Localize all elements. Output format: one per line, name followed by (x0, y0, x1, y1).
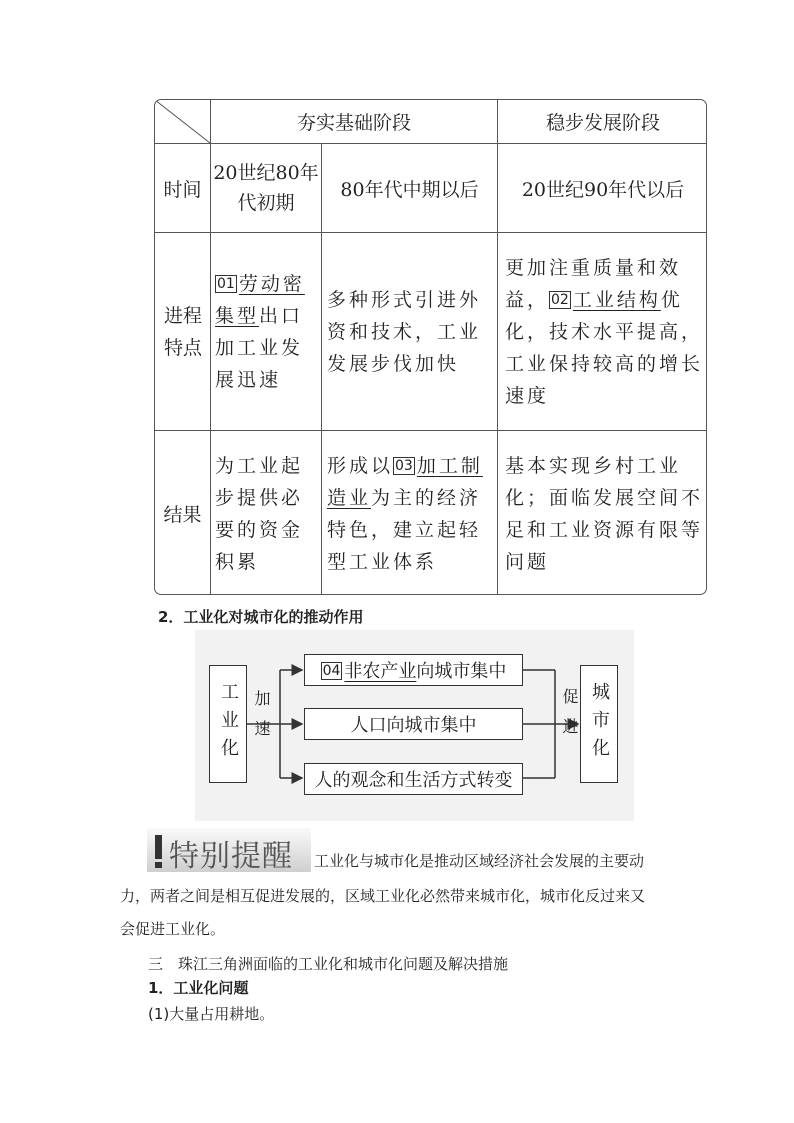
reminder-line: 会促进工业化。 (120, 920, 226, 938)
flow-item-population: 人口向城市集中 (304, 708, 523, 740)
section-2-title: 2．工业化对城市化的推动作用 (158, 608, 364, 626)
time-cell: 20世纪80年代初期 (213, 162, 319, 214)
urbanization-box (580, 665, 618, 783)
corner-diagonal (155, 100, 210, 143)
answer-text: 工业结构 (572, 288, 661, 311)
exclamation-icon (155, 835, 162, 859)
list-item: (1)大量占用耕地。 (148, 1005, 275, 1023)
exclamation-dot-icon (155, 862, 162, 868)
urbanization-label: 城市化 (589, 682, 610, 766)
body-text: 为主的经济特色，建立起轻型工业体系 (327, 486, 482, 573)
body-text: 向城市集中 (416, 661, 507, 682)
row-label-time: 时间 (163, 178, 202, 201)
body-text: 形成以 (327, 454, 394, 477)
features-cell (215, 233, 319, 430)
answer-text: 非农产业 (344, 661, 417, 682)
special-reminder-title: 特别提醒 (169, 839, 293, 874)
body-text: 优化，技术水平提高，工业保持较高的增长速度 (505, 288, 704, 407)
industrialization-box (209, 665, 247, 783)
blank-number-tag: 02 (551, 291, 569, 308)
answer-text: 加工制造业 (327, 454, 483, 509)
time-cell: 20世纪90年代以后 (521, 178, 685, 201)
body-text: 出口加工业发展迅速 (215, 304, 304, 391)
subsection-1-title: 1．工业化问题 (148, 979, 249, 997)
stages-table (154, 99, 707, 595)
section-3-title: 三 珠江三角洲面临的工业化和城市化问题及解决措施 (148, 955, 509, 973)
features-text (215, 268, 319, 396)
blank-number-tag: 04 (322, 663, 341, 679)
result-text (327, 450, 495, 578)
header-stage-1: 夯实基础阶段 (296, 112, 411, 134)
result-cell (327, 431, 495, 595)
row-label-result: 结果 (163, 504, 202, 526)
answer-text: 劳动密集型 (215, 272, 305, 327)
features-text (505, 252, 705, 412)
special-reminder-badge (147, 828, 311, 872)
header-stage-2: 稳步发展阶段 (545, 112, 660, 134)
industrialization-label: 工业化 (218, 682, 239, 766)
accelerate-label: 加速 (252, 690, 271, 750)
result-text: 为工业起步提供必要的资金积累 (215, 454, 304, 573)
features-cell (327, 233, 495, 430)
time-cell: 80年代中期以后 (340, 178, 479, 201)
flow-diagram (195, 630, 634, 821)
body-text: 更加注重质量和效益， (505, 256, 682, 311)
reminder-line: 工业化与城市化是推动区域经济社会发展的主要动 (314, 852, 645, 870)
result-text: 基本实现乡村工业化；面临发展空间不足和工业资源有限等问题 (505, 454, 704, 573)
flow-item-nonagricultural (304, 654, 523, 686)
blank-number-tag: 03 (395, 457, 413, 474)
result-cell (505, 431, 705, 595)
flow-item-lifestyle: 人的观念和生活方式转变 (304, 763, 523, 795)
blank-number-tag: 01 (217, 275, 235, 292)
reminder-line: 力，两者之间是相互促进发展的，区域工业化必然带来城市化，城市化反过来又 (120, 887, 646, 905)
row-label-features: 进程特点 (163, 304, 202, 359)
promote-label: 促进 (560, 688, 579, 748)
features-text: 多种形式引进外资和技术，工业发展步伐加快 (327, 288, 482, 375)
features-cell (505, 233, 705, 430)
result-cell (215, 431, 319, 595)
